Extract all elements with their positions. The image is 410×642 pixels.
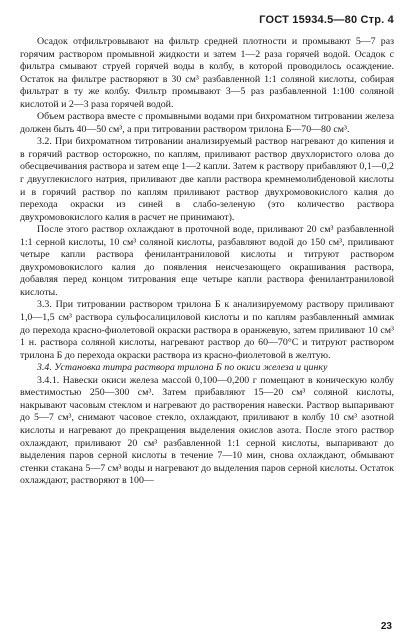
page-number: 23	[380, 621, 392, 632]
section-heading: 3.4. Установка титра раствора трилона Б по окиси железа и цинку	[37, 362, 328, 374]
running-header: ГОСТ 15934.5—80 Стр. 4	[259, 14, 394, 26]
paragraph: Объем раствора вместе с промывными водами при бихроматном титровании железа должен быть 40—50 см³, а при титровании раствором трилона Б—70—80 см³.	[20, 111, 394, 135]
paragraph: 3.4.1. Навески окиси железа массой 0,100—0,200 г помещают в коническую колбу вместимостью 250—300 см³. Затем прибавляют 15—20 см³ соляной кислоты, накрывают часовым стеклом и нагревают до растворения навески. Раствор выпаривают до 5—7 см³, снимают часовое стекло, охлаждают, приливают в колбу 10 см³ азотной кислоты и нагревают до прекращения выделения окислов азота. После этого раствор охлаждают, приливают 20 см³ разбавленной 1:1 серной кислоты, выпаривают до выделения паров серной кислоты в течение 7—10 мин, снова охлаждают, обмывают стенки стакана 5—7 см³ воды и нагревают до выделения паров серной кислоты. Остаток охлаждают, растворяют в 100—	[20, 374, 394, 487]
paragraph: 3.3. При титровании раствором трилона Б к анализируемому раствору приливают 1,0—1,5 см³ раствора сульфосалициловой кислоты и по каплям разбавленный аммиак до перехода красно-фиолетовой окраски раствора в оранжевую, затем приливают 10 см³ 1 н. раствора соляной кислоты, нагревают раствор до 60—70°С и титруют раствором трилона Б до перехода окраски раствора из красно-фиолетовой в желтую.	[20, 299, 394, 361]
paragraph: Осадок отфильтровывают на фильтр средней плотности и промывают 5—7 раз горячим раствором промывной жидкости и затем 1—2 раза горячей водой. Осадок с фильтра смывают струей горячей воды в колбу, в которой проводилось осаждение. Остаток на фильтре растворяют в 30 см³ разбавленной 1:1 соляной кислоты, собирая фильтрат в ту же колбу. Фильтр промывают 3—5 раз разбавленной 1:100 соляной кислотой и 2—3 раза горячей водой.	[20, 36, 394, 110]
paragraph: После этого раствор охлаждают в проточной воде, приливают 20 см³ разбавленной 1:1 серной кислоты, 10 см³ соляной кислоты, разбавляют водой до 150 см³, приливают четыре капли раствора фенилантраниловой кислоты и титруют раствором двухромовокислого калия до появления неисчезающего окрашивания раствора, добавляя перед концом титрования еще четыре капли раствора фенилантраниловой кислоты.	[20, 224, 394, 298]
paragraph: 3.2. При бихроматном титровании анализируемый раствор нагревают до кипения и в горячий раствор осторожно, по каплям, приливают раствор двухлористого олова до обесцвечивания раствора и затем еще 1—2 капли. Затем к раствору прибавляют 0,1—0,2 г двууглекислого натрия, приливают две капли раствора кремнемолибденовой кислоты и в горячий раствор по каплям приливают раствор двухромовокислого калия до перехода окраски из синей в слабо-зеленую (это количество раствора двухромовокислого калия в расчет не принимают).	[20, 136, 394, 223]
document-body	[20, 36, 394, 488]
